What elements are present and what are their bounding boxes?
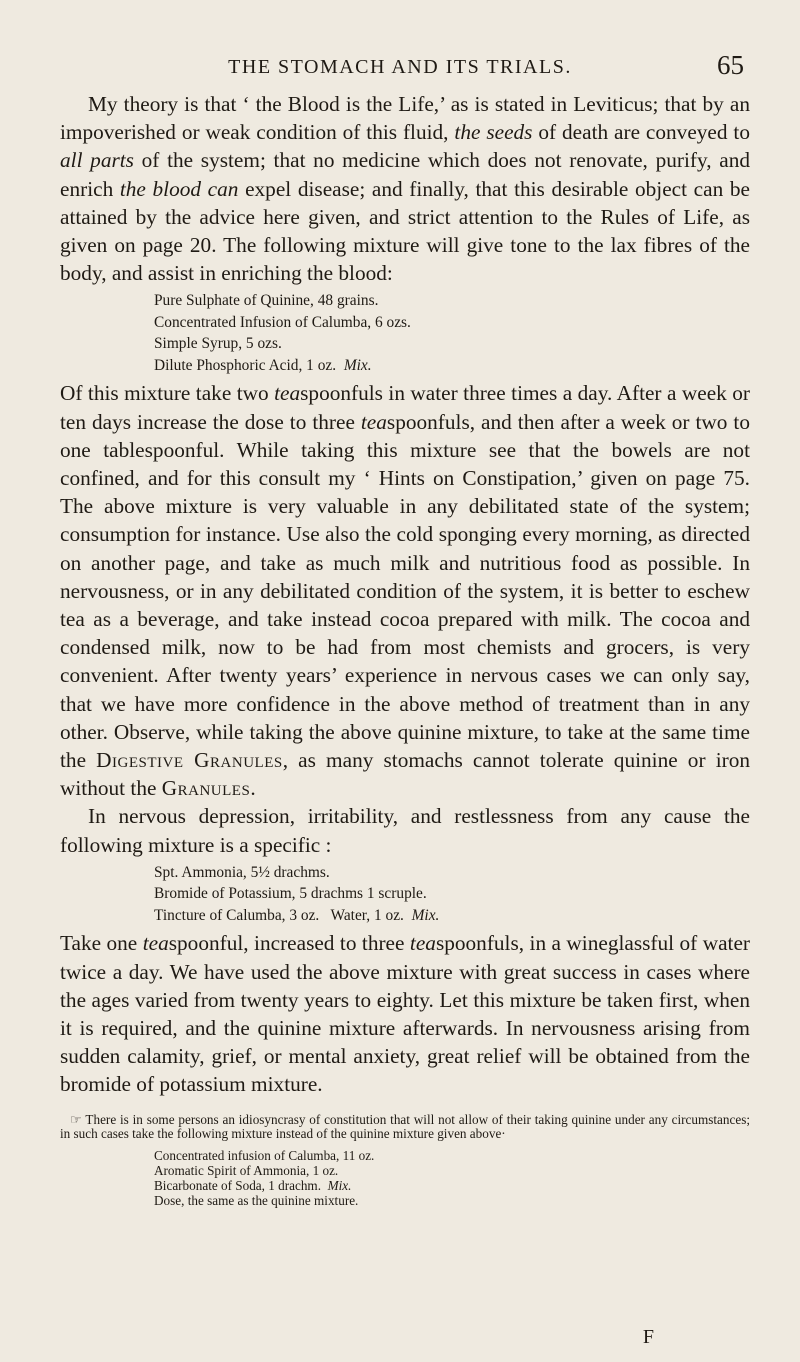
recipe-line	[154, 905, 750, 927]
text-run: spoonfuls, in a wineglassful of water twice a day. We have used the above mixture with great success in cases where the ages varied from twenty years to eighty. Let this mixture be taken first, when it is required, and the quinine mixture afterwards. In nervousness arising from sudden calamity, grief, or mental anxiety, great relief will be obtained from the bromide of potassium mixture.	[60, 931, 750, 1097]
recipe-line-text: Bicarbonate of Soda, 1 drachm.	[154, 1178, 321, 1194]
paragraph-bromide-dosage	[60, 929, 750, 1098]
page-number: 65	[717, 50, 744, 80]
recipe-line: Concentrated infusion of Calumba, 11 oz.	[154, 1147, 375, 1163]
italic-run: tea	[409, 931, 436, 956]
recipe-line: Pure Sulphate of Quinine, 48 grains.	[154, 292, 379, 310]
recipe-mix-label: Mix.	[411, 906, 440, 924]
recipe-line: Simple Syrup, 5 ozs.	[154, 335, 282, 353]
text-run: Of this mixture take two	[60, 381, 275, 406]
text-run: of the system; that no medicine which does not renovate, purify, and enrich	[60, 148, 750, 201]
text-run: , as many stomachs cannot tolerate quinine or iron without the	[60, 748, 750, 801]
small-caps-run: Digestive Granules	[96, 748, 283, 773]
text-run: spoonful, increased to three	[168, 931, 410, 956]
paragraph-dosage	[60, 379, 750, 802]
page-header	[0, 50, 800, 84]
recipe-quinine-mixture	[154, 290, 750, 376]
recipe-line-text: Dilute Phosphoric Acid, 1 oz.	[154, 356, 337, 374]
italic-run: the blood can	[119, 176, 239, 201]
recipe-alternative-mixture	[154, 1148, 750, 1209]
recipe-line: Spt. Ammonia, 5½ drachms.	[154, 863, 330, 881]
text-run: Take one	[60, 931, 143, 956]
paragraph-theory	[60, 90, 750, 287]
recipe-mix-label: Mix.	[327, 1178, 352, 1194]
recipe-line-text: Tincture of Calumba, 3 oz. Water, 1 oz.	[154, 906, 404, 924]
italic-run: tea	[360, 409, 387, 434]
recipe-line: Dose, the same as the quinine mixture.	[154, 1193, 359, 1209]
text-run: expel disease; and finally, that this desirable object can be attained by the advice here given, and strict attention to the Rules of Life, as given on page 20. The following mixture will give tone to the lax fibres of the body, and assist in enriching the blood:	[60, 176, 750, 286]
pointing-hand-icon: ☞	[70, 1111, 82, 1127]
page-body	[60, 90, 750, 1209]
running-title: THE STOMACH AND ITS TRIALS.	[228, 56, 572, 78]
footnote-text: There is in some persons an idiosyncrasy of constitution that will not allow of their taking quinine under any circumstances; in such cases take the following mixture instead of the quinine mixture given above·	[60, 1111, 750, 1142]
signature-mark: F	[642, 1326, 654, 1348]
recipe-line: Concentrated Infusion of Calumba, 6 ozs.	[154, 313, 411, 331]
italic-run: tea	[142, 931, 169, 956]
recipe-line	[154, 355, 750, 377]
recipe-line: Bromide of Potassium, 5 drachms 1 scruple.	[154, 885, 427, 903]
recipe-mix-label: Mix.	[343, 356, 372, 374]
italic-run: the seeds	[454, 120, 533, 145]
recipe-bromide-mixture	[154, 862, 750, 927]
text-run: .	[250, 776, 256, 801]
text-run: My theory is that ‘ the Blood is the Life,’ as is stated in Leviticus; that by an impoverished or weak condition of this fluid,	[60, 92, 750, 145]
footnote	[60, 1113, 750, 1142]
text-run: spoonfuls, and then after a week or two to one tablespoonful. While taking this mixture see that the bowels are not confined, and for this consult my ‘ Hints on Constipation,’ given on page 75. The above mixture is very valuable in any debilitated state of the system; consumption for instance. Use also the cold sponging every morning, as directed on another page, and take as much milk and nutritious food as possible. In nervousness, or in any debilitated condition of the system, it is better to eschew tea as a beverage, and take instead cocoa prepared with milk. The cocoa and condensed milk, now to be had from most chemists and grocers, is very convenient. After twenty years’ experience in nervous cases we can only say, that we have more confidence in the above method of treatment than in any other. Observe, while taking the above quinine mixture, to take at the same time the	[60, 409, 751, 773]
italic-run: all parts	[60, 148, 134, 173]
small-caps-run: Granules	[161, 776, 251, 801]
text-run: of death are conveyed to	[532, 120, 750, 145]
recipe-line: Aromatic Spirit of Ammonia, 1 oz.	[154, 1162, 339, 1178]
text-run: spoonfuls in water three times a day. After a week or ten days increase the dose to three	[60, 381, 750, 434]
paragraph-nervous-depression: In nervous depression, irritability, and restlessness from any cause the following mixture is a specific :	[60, 804, 750, 857]
italic-run: tea	[274, 381, 301, 406]
recipe-line	[154, 1178, 750, 1193]
